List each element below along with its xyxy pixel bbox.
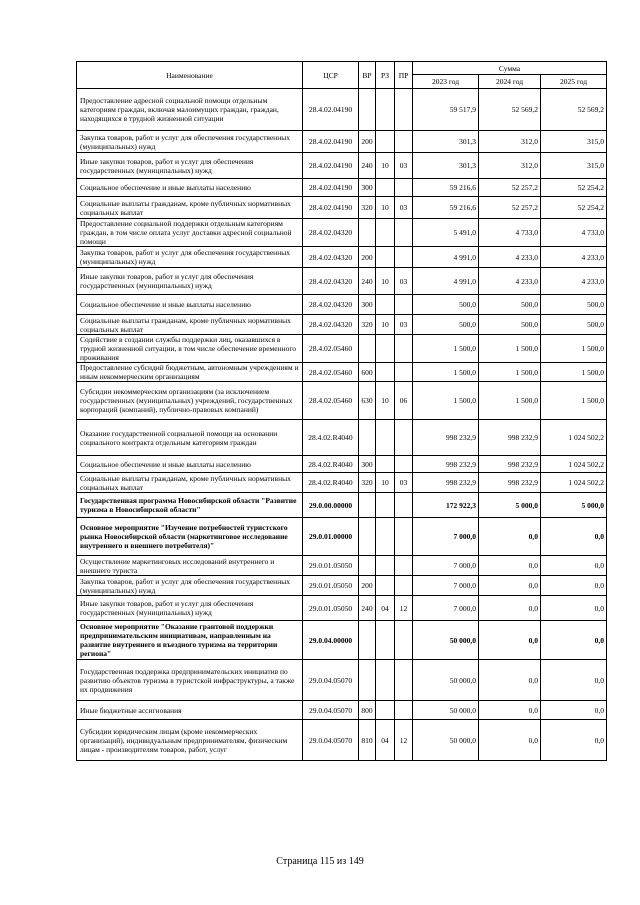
table-cell-pr: 12: [395, 720, 413, 761]
table-cell-pr: 03: [395, 197, 413, 219]
table-cell-2023: 301,3: [413, 131, 479, 153]
table-cell-2023: 4 991,0: [413, 247, 479, 268]
table-cell-rz: [376, 621, 395, 660]
table-cell-vr: 320: [359, 197, 376, 219]
table-cell-pr: [395, 335, 413, 363]
table-cell-name: Государственная поддержка предпринимательских инициатив по развитию объектов туризма в туристской инфраструктуры, а также их продвижения: [77, 660, 303, 701]
table-cell-2025: 1 024 502,2: [541, 456, 607, 473]
table-cell-rz: 04: [376, 720, 395, 761]
table-cell-2024: 5 000,0: [479, 493, 541, 518]
table-cell-rz: 10: [376, 153, 395, 179]
table-cell-2025: 0,0: [541, 556, 607, 576]
table-row: [77, 420, 607, 456]
table-cell-2025: 500,0: [541, 315, 607, 335]
table-cell-vr: [359, 89, 376, 131]
table-cell-vr: 600: [359, 363, 376, 382]
table-cell-2024: 0,0: [479, 701, 541, 720]
table-cell-name: Субсидии юридическим лицам (кроме некоммерческих организаций), индивидуальным предпринимателям, физическим лицам - производителям товаров, работ, услуг: [77, 720, 303, 761]
table-cell-rz: [376, 131, 395, 153]
table-cell-2025: 0,0: [541, 701, 607, 720]
table-cell-2024: 52 257,2: [479, 197, 541, 219]
table-cell-csr: 28.4.02.04320: [303, 219, 359, 247]
table-cell-rz: 10: [376, 382, 395, 420]
table-row: [77, 219, 607, 247]
table-row: [77, 556, 607, 576]
table-cell-pr: [395, 247, 413, 268]
table-cell-2025: 4 733,0: [541, 219, 607, 247]
table-cell-2024: 998 232,9: [479, 420, 541, 456]
table-cell-pr: [395, 363, 413, 382]
table-cell-2023: 172 922,3: [413, 493, 479, 518]
table-row: [77, 720, 607, 761]
table-cell-2024: 0,0: [479, 556, 541, 576]
table-cell-name: Закупка товаров, работ и услуг для обеспечения государственных (муниципальных) нужд: [77, 576, 303, 596]
table-cell-2025: 0,0: [541, 518, 607, 556]
table-cell-2023: 998 232,9: [413, 473, 479, 493]
table-cell-csr: 29.0.01.05050: [303, 596, 359, 621]
table-cell-pr: 03: [395, 473, 413, 493]
table-cell-vr: [359, 420, 376, 456]
table-cell-pr: [395, 219, 413, 247]
table-cell-vr: [359, 493, 376, 518]
table-cell-name: Государственная программа Новосибирской области "Развитие туризма в Новосибирской области": [77, 493, 303, 518]
table-cell-2023: 4 991,0: [413, 268, 479, 295]
table-cell-vr: 300: [359, 456, 376, 473]
table-cell-2023: 1 500,0: [413, 335, 479, 363]
table-cell-2024: 52 257,2: [479, 179, 541, 197]
table-cell-name: Осуществление маркетинговых исследований внутреннего и внешнего туриста: [77, 556, 303, 576]
table-cell-csr: 28.4.02.05460: [303, 363, 359, 382]
table-cell-rz: 04: [376, 596, 395, 621]
table-cell-2024: 0,0: [479, 621, 541, 660]
table-row: [77, 473, 607, 493]
header-vr: ВР: [359, 62, 376, 89]
table-cell-2025: 500,0: [541, 295, 607, 315]
table-cell-2025: 0,0: [541, 660, 607, 701]
table-cell-pr: [395, 420, 413, 456]
table-row: [77, 131, 607, 153]
table-cell-2023: 301,3: [413, 153, 479, 179]
table-cell-name: Социальное обеспечение и иные выплаты населению: [77, 456, 303, 473]
table-cell-2024: 312,0: [479, 131, 541, 153]
table-cell-2023: 59 216,6: [413, 179, 479, 197]
table-cell-csr: 28.4.02.04320: [303, 247, 359, 268]
table-cell-2023: 50 000,0: [413, 720, 479, 761]
table-cell-csr: 28.4.02.04320: [303, 268, 359, 295]
table-cell-2025: 0,0: [541, 576, 607, 596]
table-cell-vr: 200: [359, 131, 376, 153]
table-cell-2025: 52 254,2: [541, 179, 607, 197]
budget-table: [76, 61, 607, 761]
table-cell-csr: 28.4.02.04190: [303, 131, 359, 153]
table-cell-vr: 240: [359, 153, 376, 179]
table-cell-csr: 28.4.02.04190: [303, 89, 359, 131]
table-row: [77, 493, 607, 518]
table-row: [77, 179, 607, 197]
table-cell-csr: 29.0.04.05070: [303, 720, 359, 761]
table-cell-rz: [376, 295, 395, 315]
table-cell-2023: 50 000,0: [413, 701, 479, 720]
table-cell-vr: 240: [359, 268, 376, 295]
table-cell-2025: 5 000,0: [541, 493, 607, 518]
table-cell-csr: 28.4.02.R4040: [303, 456, 359, 473]
table-cell-name: Основное мероприятие "Оказание грантовой поддержки предпринимательским инициативам, направленным на развитие внутреннего и въездного туризма на территории региона": [77, 621, 303, 660]
header-year-2025: 2025 год: [541, 75, 607, 89]
header-name: Наименование: [77, 62, 303, 89]
table-row: [77, 596, 607, 621]
table-cell-pr: 03: [395, 315, 413, 335]
table-cell-2024: 0,0: [479, 660, 541, 701]
table-cell-2024: 1 500,0: [479, 335, 541, 363]
table-cell-2023: 1 500,0: [413, 382, 479, 420]
table-row: [77, 197, 607, 219]
table-cell-pr: 03: [395, 153, 413, 179]
table-cell-2023: 7 000,0: [413, 576, 479, 596]
table-cell-rz: [376, 420, 395, 456]
header-year-2024: 2024 год: [479, 75, 541, 89]
table-cell-csr: 28.4.02.R4040: [303, 420, 359, 456]
table-cell-rz: 10: [376, 473, 395, 493]
table-cell-vr: 800: [359, 701, 376, 720]
table-row: [77, 701, 607, 720]
table-cell-2023: 59 216,6: [413, 197, 479, 219]
table-cell-rz: [376, 219, 395, 247]
table-cell-rz: [376, 576, 395, 596]
table-cell-2024: 1 500,0: [479, 382, 541, 420]
table-cell-name: Закупка товаров, работ и услуг для обеспечения государственных (муниципальных) нужд: [77, 131, 303, 153]
table-cell-pr: [395, 295, 413, 315]
table-cell-csr: 28.4.02.04320: [303, 315, 359, 335]
table-cell-vr: 300: [359, 295, 376, 315]
table-cell-rz: [376, 247, 395, 268]
table-cell-name: Иные закупки товаров, работ и услуг для обеспечения государственных (муниципальных) нужд: [77, 153, 303, 179]
header-pr: ПР: [395, 62, 413, 89]
table-cell-rz: 10: [376, 197, 395, 219]
table-cell-name: Предоставление адресной социальной помощи отдельным категориям граждан, включая малоимущих граждан, граждан, находящихся в трудной жизненной ситуации: [77, 89, 303, 131]
table-cell-vr: 240: [359, 596, 376, 621]
table-row: [77, 382, 607, 420]
table-cell-2023: 50 000,0: [413, 621, 479, 660]
table-cell-vr: 300: [359, 179, 376, 197]
table-cell-pr: 06: [395, 382, 413, 420]
table-cell-2024: 998 232,9: [479, 473, 541, 493]
table-cell-rz: 10: [376, 268, 395, 295]
header-sum: Сумма: [413, 62, 607, 75]
table-cell-vr: 200: [359, 576, 376, 596]
table-cell-csr: 28.4.02.05460: [303, 335, 359, 363]
table-cell-2023: 59 517,9: [413, 89, 479, 131]
table-cell-2023: 7 000,0: [413, 556, 479, 576]
table-cell-2024: 500,0: [479, 295, 541, 315]
table-cell-2025: 1 500,0: [541, 335, 607, 363]
table-cell-2025: 4 233,0: [541, 247, 607, 268]
table-cell-rz: [376, 660, 395, 701]
table-cell-pr: [395, 576, 413, 596]
table-cell-name: Социальные выплаты гражданам, кроме публичных нормативных социальных выплат: [77, 315, 303, 335]
table-row: [77, 153, 607, 179]
table-cell-2025: 0,0: [541, 621, 607, 660]
table-cell-pr: [395, 493, 413, 518]
table-cell-vr: 630: [359, 382, 376, 420]
table-cell-csr: 28.4.02.R4040: [303, 473, 359, 493]
table-cell-vr: [359, 335, 376, 363]
table-cell-name: Оказание государственной социальной помощи на основании социального контракта отдельным категориям граждан: [77, 420, 303, 456]
table-cell-2024: 312,0: [479, 153, 541, 179]
table-cell-pr: [395, 660, 413, 701]
table-cell-2024: 0,0: [479, 720, 541, 761]
table-cell-csr: 28.4.02.04190: [303, 197, 359, 219]
table-cell-csr: 29.0.01.05050: [303, 556, 359, 576]
table-cell-pr: [395, 556, 413, 576]
table-cell-rz: 10: [376, 315, 395, 335]
table-row: [77, 335, 607, 363]
table-cell-vr: [359, 556, 376, 576]
table-body: [77, 89, 607, 761]
table-row: [77, 576, 607, 596]
table-cell-2025: 1 500,0: [541, 363, 607, 382]
table-cell-csr: 28.4.02.04190: [303, 153, 359, 179]
table-cell-name: Предоставление социальной поддержки отдельным категориям граждан, в том числе оплата услуг доставки адресной социальной помощи: [77, 219, 303, 247]
table-cell-rz: [376, 701, 395, 720]
table-cell-vr: [359, 660, 376, 701]
table-cell-vr: [359, 621, 376, 660]
table-cell-vr: 320: [359, 473, 376, 493]
table-cell-name: Иные закупки товаров, работ и услуг для обеспечения государственных (муниципальных) нужд: [77, 268, 303, 295]
table-cell-csr: 29.0.04.05070: [303, 660, 359, 701]
table-row: [77, 295, 607, 315]
table-cell-vr: 810: [359, 720, 376, 761]
table-row: [77, 315, 607, 335]
table-cell-pr: [395, 518, 413, 556]
table-cell-2025: 4 233,0: [541, 268, 607, 295]
table-row: [77, 89, 607, 131]
table-cell-name: Социальное обеспечение и иные выплаты населению: [77, 179, 303, 197]
table-cell-name: Иные закупки товаров, работ и услуг для обеспечения государственных (муниципальных) нужд: [77, 596, 303, 621]
table-cell-2025: 52 254,2: [541, 197, 607, 219]
table-cell-2024: 998 232,9: [479, 456, 541, 473]
table-cell-2025: 1 024 502,2: [541, 420, 607, 456]
table-cell-2023: 1 500,0: [413, 363, 479, 382]
table-cell-name: Содействие в создании службы поддержки лиц, оказавшихся в трудной жизненной ситуации, в том числе обеспечение временного проживания: [77, 335, 303, 363]
table-cell-2023: 50 000,0: [413, 660, 479, 701]
table-cell-2025: 0,0: [541, 720, 607, 761]
table-cell-2025: 0,0: [541, 596, 607, 621]
table-cell-pr: [395, 179, 413, 197]
table-cell-rz: [376, 89, 395, 131]
table-cell-rz: [376, 556, 395, 576]
table-cell-pr: [395, 456, 413, 473]
table-cell-pr: 03: [395, 268, 413, 295]
table-cell-pr: [395, 621, 413, 660]
table-cell-name: Социальные выплаты гражданам, кроме публичных нормативных социальных выплат: [77, 473, 303, 493]
table-cell-2023: 7 000,0: [413, 596, 479, 621]
table-cell-name: Предоставление субсидий бюджетным, автономным учреждениям и иным некоммерческим организациям: [77, 363, 303, 382]
table-row: [77, 660, 607, 701]
page-number: Страница 115 из 149: [276, 856, 364, 867]
table-row: [77, 247, 607, 268]
table-row: [77, 621, 607, 660]
table-cell-pr: 12: [395, 596, 413, 621]
table-cell-csr: 28.4.02.04320: [303, 295, 359, 315]
table-cell-rz: [376, 179, 395, 197]
table-cell-2025: 315,0: [541, 153, 607, 179]
table-cell-pr: [395, 701, 413, 720]
table-cell-rz: [376, 493, 395, 518]
table-row: [77, 363, 607, 382]
table-cell-2023: 998 232,9: [413, 456, 479, 473]
table-row: [77, 268, 607, 295]
table-cell-csr: 29.0.01.00000: [303, 518, 359, 556]
table-cell-2024: 4 233,0: [479, 247, 541, 268]
table-cell-csr: 29.0.01.05050: [303, 576, 359, 596]
table-cell-rz: [376, 363, 395, 382]
table-cell-name: Субсидии некоммерческим организациям (за исключением государственных (муниципальных) учреждений, государственных корпораций (компаний), публично-правовых компаний): [77, 382, 303, 420]
header-year-2023: 2023 год: [413, 75, 479, 89]
table-cell-2025: 52 569,2: [541, 89, 607, 131]
table-cell-pr: [395, 89, 413, 131]
table-cell-2024: 4 733,0: [479, 219, 541, 247]
table-cell-2023: 7 000,0: [413, 518, 479, 556]
table-cell-2023: 500,0: [413, 315, 479, 335]
table-cell-rz: [376, 456, 395, 473]
table-cell-csr: 29.0.00.00000: [303, 493, 359, 518]
table-cell-2024: 500,0: [479, 315, 541, 335]
table-cell-2023: 998 232,9: [413, 420, 479, 456]
table-cell-2024: 0,0: [479, 518, 541, 556]
table-cell-name: Социальные выплаты гражданам, кроме публичных нормативных социальных выплат: [77, 197, 303, 219]
table-cell-2024: 4 233,0: [479, 268, 541, 295]
table-row: [77, 456, 607, 473]
table-cell-2023: 5 491,0: [413, 219, 479, 247]
table-cell-rz: [376, 335, 395, 363]
table-cell-name: Иные бюджетные ассигнования: [77, 701, 303, 720]
table-cell-vr: [359, 219, 376, 247]
table-cell-2023: 500,0: [413, 295, 479, 315]
table-cell-2025: 1 500,0: [541, 382, 607, 420]
table-cell-2025: 315,0: [541, 131, 607, 153]
table-cell-pr: [395, 131, 413, 153]
table-cell-vr: [359, 518, 376, 556]
table-cell-name: Основное мероприятие "Изучение потребностей туристского рынка Новосибирской области (маркетинговое исследование внутреннего и внешнего потребителя)": [77, 518, 303, 556]
table-cell-2024: 1 500,0: [479, 363, 541, 382]
table-cell-rz: [376, 518, 395, 556]
table-cell-csr: 29.0.04.05070: [303, 701, 359, 720]
table-cell-2025: 1 024 502,2: [541, 473, 607, 493]
table-cell-2024: 0,0: [479, 596, 541, 621]
table-cell-csr: 28.4.02.05460: [303, 382, 359, 420]
table-cell-name: Закупка товаров, работ и услуг для обеспечения государственных (муниципальных) нужд: [77, 247, 303, 268]
table-cell-name: Социальное обеспечение и иные выплаты населению: [77, 295, 303, 315]
header-rz: РЗ: [376, 62, 395, 89]
table-row: [77, 518, 607, 556]
table-cell-csr: 28.4.02.04190: [303, 179, 359, 197]
table-cell-vr: 320: [359, 315, 376, 335]
table-cell-2024: 0,0: [479, 576, 541, 596]
table-cell-vr: 200: [359, 247, 376, 268]
header-csr: ЦСР: [303, 62, 359, 89]
table-cell-2024: 52 569,2: [479, 89, 541, 131]
table-cell-csr: 29.0.04.00000: [303, 621, 359, 660]
